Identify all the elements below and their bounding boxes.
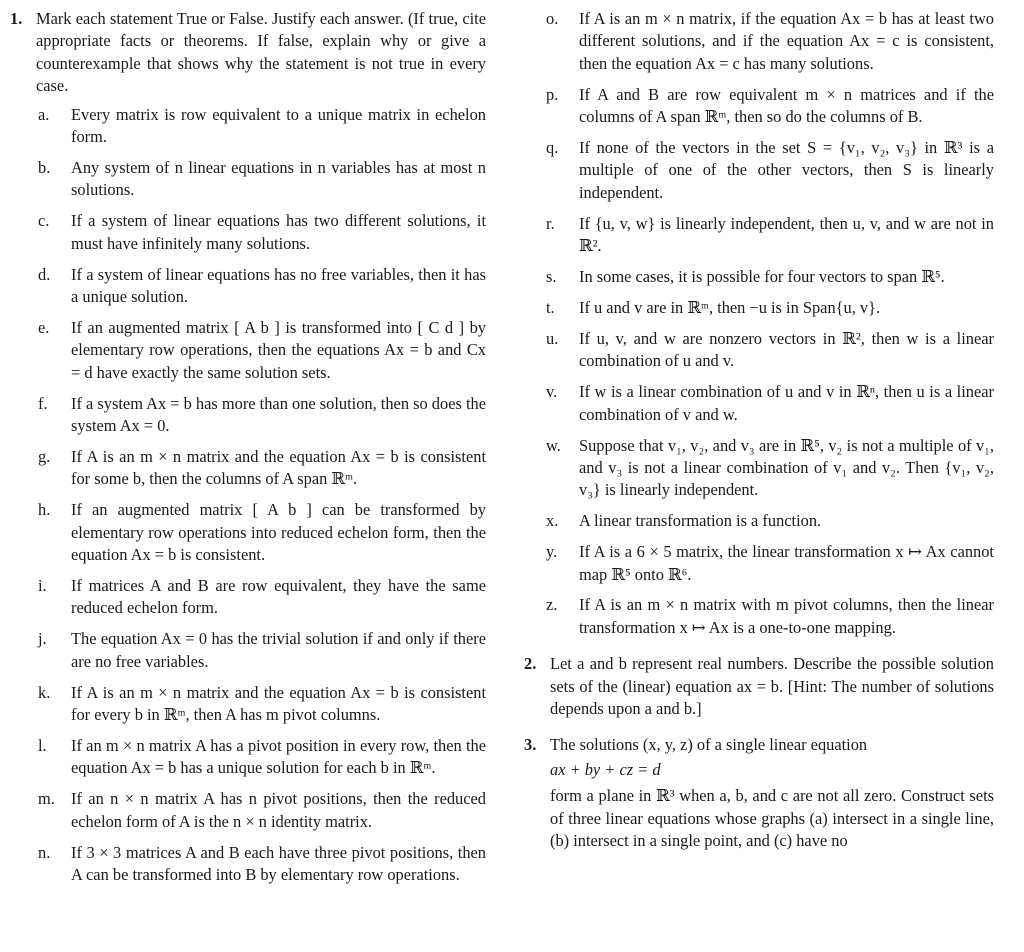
item-text: If an m × n matrix A has a pivot position in every row, then the equation Ax = b has a unique solution for each b in ℝᵐ. bbox=[71, 735, 486, 778]
problem-3-body bbox=[550, 734, 994, 852]
list-item bbox=[38, 735, 486, 780]
item-text: If an augmented matrix [ A b ] is transformed into [ C d ] by elementary row operations, then the equations Ax = b and Cx = d have exactly the same solution sets. bbox=[71, 317, 486, 382]
item-letter: w. bbox=[546, 435, 561, 455]
item-letter: x. bbox=[546, 511, 559, 531]
problem-3 bbox=[516, 734, 994, 852]
item-text: If u and v are in ℝᵐ, then −u is in Span{u, v}. bbox=[579, 297, 881, 317]
item-text: If a system Ax = b has more than one solution, then so does the system Ax = 0. bbox=[71, 393, 486, 435]
item-text: If A is an m × n matrix, if the equation Ax = b has at least two different solutions, and if the equation Ax = c is consistent, then the equation Ax = c has many solutions. bbox=[579, 9, 994, 73]
item-letter: s. bbox=[546, 267, 557, 287]
item-text: If A is an m × n matrix with m pivot columns, then the linear transformation x ↦ Ax is a one-to-one mapping. bbox=[579, 595, 994, 637]
problem-1 bbox=[10, 8, 486, 98]
item-letter: k. bbox=[38, 682, 51, 702]
item-text: If matrices A and B are row equivalent, they have the same reduced echelon form. bbox=[71, 575, 486, 618]
item-letter: q. bbox=[546, 138, 559, 158]
list-item bbox=[38, 317, 486, 384]
list-item bbox=[516, 84, 994, 129]
list-item bbox=[38, 682, 486, 727]
list-item bbox=[38, 157, 486, 202]
item-text: If an n × n matrix A has n pivot positions, then the reduced echelon form of A is the n × n identity matrix. bbox=[71, 789, 486, 831]
list-item bbox=[516, 266, 994, 288]
list-item bbox=[516, 8, 994, 75]
list-item bbox=[516, 328, 994, 373]
item-text: The equation Ax = 0 has the trivial solution if and only if there are no free variables. bbox=[71, 629, 486, 671]
list-item bbox=[38, 575, 486, 620]
problem-2-text: Let a and b represent real numbers. Describe the possible solution sets of the (linear) equation ax = b. [Hint: The number of solutions depends upon a and b.] bbox=[550, 654, 994, 719]
problem-1-intro: Mark each statement True or False. Justify each answer. (If true, cite appropriate facts or theorems. If false, explain why or give a counterexample that shows why the statement is not true in every case. bbox=[36, 9, 486, 96]
item-text: If u, v, and w are nonzero vectors in ℝ², then w is a linear combination of u and v. bbox=[579, 328, 994, 371]
problem-3-rest: form a plane in ℝ³ when a, b, and c are not all zero. Construct sets of three linear equations whose graphs (a) intersect in a single line, (b) intersect in a single point, and (c) have no bbox=[550, 786, 994, 851]
item-text: Every matrix is row equivalent to a unique matrix in echelon form. bbox=[71, 104, 486, 147]
list-item bbox=[38, 842, 486, 887]
item-text: If A and B are row equivalent m × n matrices and if the columns of A span ℝᵐ, then so do the columns of B. bbox=[579, 84, 994, 127]
item-letter: j. bbox=[38, 629, 47, 649]
item-text: If an augmented matrix [ A b ] can be transformed by elementary row operations into reduced echelon form, then the equation Ax = b is consistent. bbox=[71, 500, 486, 565]
item-text: If none of the vectors in the set S = {v₁, v₂, v₃} in ℝ³ is a multiple of one of the other vectors, then S is linearly independent. bbox=[579, 138, 994, 202]
list-item bbox=[516, 510, 994, 532]
list-item bbox=[38, 628, 486, 673]
item-letter: l. bbox=[38, 735, 47, 755]
item-letter: c. bbox=[38, 211, 50, 231]
list-item bbox=[38, 499, 486, 566]
item-letter: u. bbox=[546, 328, 559, 348]
item-letter: r. bbox=[546, 213, 555, 233]
list-item bbox=[516, 435, 994, 502]
item-letter: t. bbox=[546, 297, 555, 317]
item-text: A linear transformation is a function. bbox=[579, 511, 822, 531]
item-letter: i. bbox=[38, 575, 47, 595]
item-text: If A is an m × n matrix and the equation Ax = b is consistent for every b in ℝᵐ, then A has m pivot columns. bbox=[71, 682, 486, 724]
item-letter: o. bbox=[546, 9, 559, 28]
problem-3-intro: The solutions (x, y, z) of a single linear equation bbox=[550, 735, 868, 755]
item-letter: d. bbox=[38, 264, 51, 284]
item-text: In some cases, it is possible for four vectors to span ℝ⁵. bbox=[579, 267, 945, 287]
list-item bbox=[516, 297, 994, 319]
list-item bbox=[516, 213, 994, 258]
right-column bbox=[516, 8, 994, 859]
item-text: If w is a linear combination of u and v in ℝⁿ, then u is a linear combination of v and w. bbox=[579, 382, 994, 424]
list-item bbox=[38, 788, 486, 833]
item-text: If {u, v, w} is linearly independent, then u, v, and w are not in ℝ². bbox=[579, 213, 994, 256]
item-letter: v. bbox=[546, 382, 558, 402]
problem-2-number: 2. bbox=[524, 654, 537, 674]
item-letter: m. bbox=[38, 789, 55, 809]
item-text: Any system of n linear equations in n variables has at most n solutions. bbox=[71, 157, 486, 200]
item-letter: a. bbox=[38, 104, 50, 124]
item-text: If 3 × 3 matrices A and B each have three pivot positions, then A can be transformed into B by elementary row operations. bbox=[71, 842, 486, 884]
item-text: If a system of linear equations has two different solutions, it must have infinitely many solutions. bbox=[71, 211, 486, 253]
item-text: If A is a 6 × 5 matrix, the linear transformation x ↦ Ax cannot map ℝ⁵ onto ℝ⁶. bbox=[579, 542, 994, 584]
item-letter: h. bbox=[38, 500, 51, 520]
item-letter: p. bbox=[546, 84, 559, 104]
item-text: If a system of linear equations has no free variables, then it has a unique solution. bbox=[71, 264, 486, 306]
list-item bbox=[38, 104, 486, 149]
left-column bbox=[10, 8, 486, 895]
item-letter: b. bbox=[38, 157, 51, 177]
list-item bbox=[38, 210, 486, 255]
list-item bbox=[516, 381, 994, 426]
item-text: If A is an m × n matrix and the equation Ax = b is consistent for some b, then the columns of A span ℝᵐ. bbox=[71, 446, 486, 489]
list-item bbox=[516, 541, 994, 586]
problem-3-number: 3. bbox=[524, 735, 537, 755]
item-letter: f. bbox=[38, 393, 48, 413]
problem-2 bbox=[516, 653, 994, 720]
problem-1-number: 1. bbox=[10, 9, 23, 28]
item-letter: n. bbox=[38, 842, 51, 862]
item-letter: g. bbox=[38, 446, 51, 466]
list-item bbox=[38, 446, 486, 491]
item-letter: e. bbox=[38, 317, 50, 337]
item-letter: z. bbox=[546, 595, 558, 615]
problem-3-equation: ax + by + cz = d bbox=[550, 759, 661, 779]
list-item bbox=[516, 594, 994, 639]
item-text: Suppose that v₁, v₂, and v₃ are in ℝ⁵, v₂ is not a multiple of v₁, and v₃ is not a linear combination of v₁ and v₂. Then {v₁, v₂, v₃} is linearly independent. bbox=[579, 435, 994, 500]
item-letter: y. bbox=[546, 542, 558, 562]
list-item bbox=[516, 137, 994, 204]
list-item bbox=[38, 264, 486, 309]
list-item bbox=[38, 393, 486, 438]
